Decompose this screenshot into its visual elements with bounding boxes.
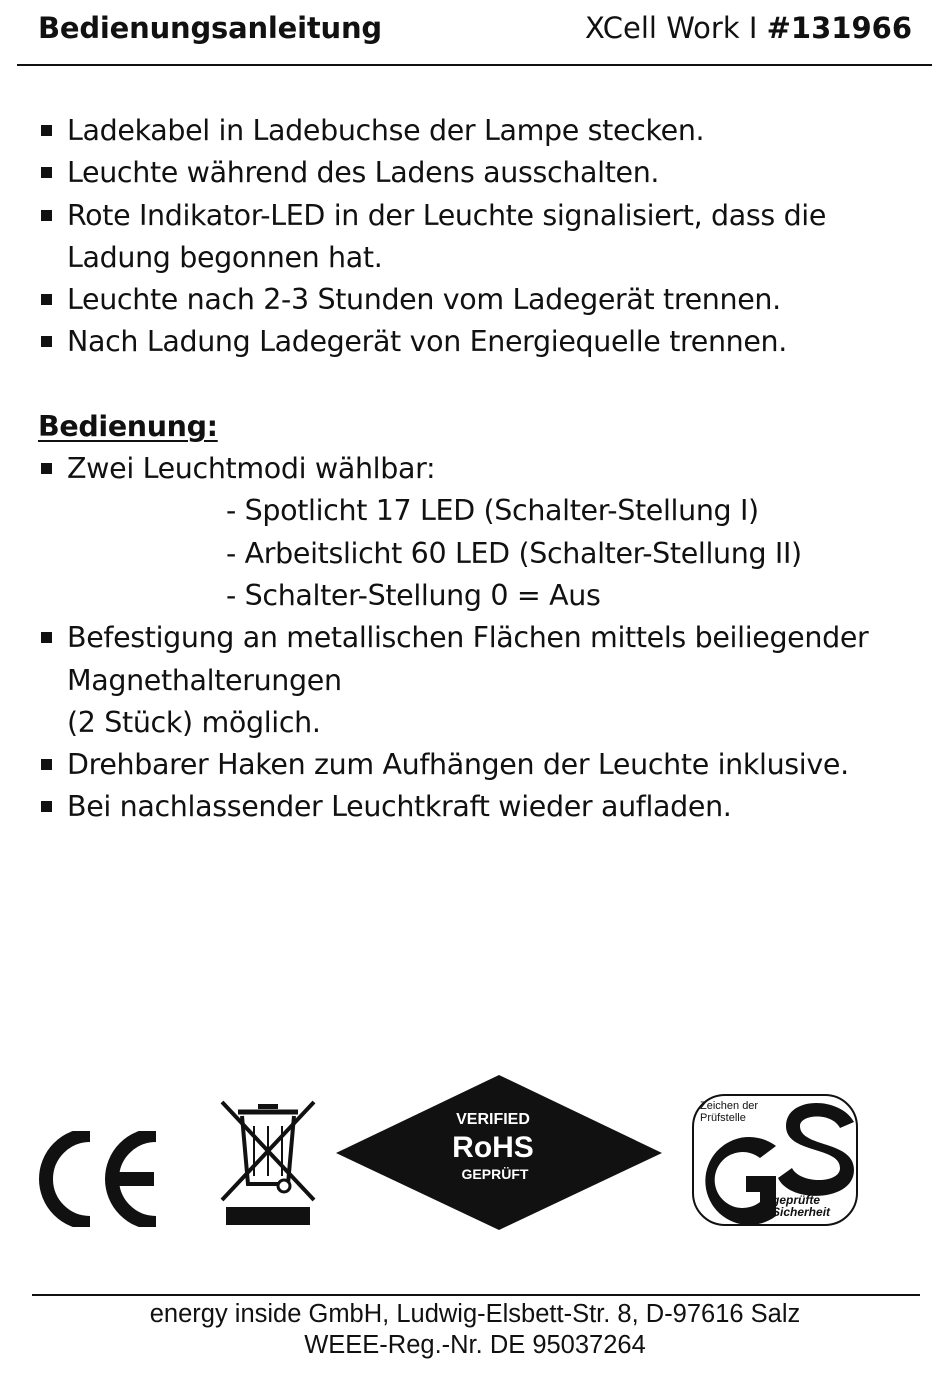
list-item bbox=[38, 744, 918, 786]
list-item-text: Zwei Leuchtmodi wählbar: bbox=[67, 452, 436, 486]
product-number: #131966 bbox=[766, 11, 912, 45]
list-item bbox=[38, 321, 918, 363]
gs-seal-line1: geprüfte bbox=[772, 1193, 820, 1207]
header-divider bbox=[17, 64, 932, 66]
mode-item: - Spotlicht 17 LED (Schalter-Stellung I) bbox=[226, 494, 759, 528]
section-title-operation: Bedienung: bbox=[38, 409, 218, 443]
bullet-icon bbox=[41, 125, 52, 136]
bullet-icon bbox=[41, 336, 52, 347]
product-name: XCell Work I bbox=[585, 11, 767, 45]
bullet-icon bbox=[41, 759, 52, 770]
operation-list bbox=[38, 448, 918, 490]
list-item-text: Befestigung an metallischen Flächen mittels beiliegender Magnethalterungen bbox=[67, 621, 869, 697]
charging-steps-list bbox=[38, 110, 918, 364]
rohs-badge-icon bbox=[336, 1075, 662, 1230]
rohs-main-text: RoHS bbox=[452, 1131, 534, 1164]
operation-list-continued bbox=[38, 617, 918, 828]
list-item bbox=[38, 786, 918, 828]
list-item-text: Ladekabel in Ladebuchse der Lampe stecken. bbox=[67, 114, 705, 147]
ce-mark-icon bbox=[36, 1131, 162, 1227]
list-item-text: Drehbarer Haken zum Aufhängen der Leuchte inklusive. bbox=[67, 748, 849, 782]
list-item bbox=[38, 195, 918, 280]
list-item-text: Nach Ladung Ladegerät von Energiequelle trennen. bbox=[67, 325, 787, 359]
page-header bbox=[38, 6, 912, 50]
bullet-icon bbox=[41, 294, 52, 305]
list-item bbox=[38, 448, 918, 490]
instructions-body bbox=[38, 110, 918, 829]
gs-seal-line2: Sicherheit bbox=[772, 1205, 831, 1219]
list-item bbox=[38, 279, 918, 321]
list-item-text: Bei nachlassender Leuchtkraft wieder aufladen. bbox=[67, 790, 732, 824]
bullet-icon bbox=[41, 167, 52, 178]
mode-item: - Schalter-Stellung 0 = Aus bbox=[226, 578, 601, 612]
rohs-top-text: VERIFIED bbox=[456, 1111, 530, 1128]
mode-item: - Arbeitslicht 60 LED (Schalter-Stellung II) bbox=[226, 536, 802, 570]
document-title: Bedienungsanleitung bbox=[38, 11, 382, 45]
crossed-out-bin-icon bbox=[220, 1100, 316, 1228]
gs-caption-line1: Zeichen der bbox=[700, 1100, 759, 1112]
list-item bbox=[38, 152, 918, 194]
bullet-icon bbox=[41, 463, 52, 474]
list-item bbox=[38, 110, 918, 152]
page-footer bbox=[0, 1299, 950, 1361]
gs-seal-icon bbox=[690, 1092, 860, 1228]
bullet-icon bbox=[41, 210, 52, 221]
list-item-text: Leuchte während des Ladens ausschalten. bbox=[67, 156, 660, 190]
bullet-icon bbox=[41, 801, 52, 812]
spacer bbox=[38, 364, 918, 406]
company-address: energy inside GmbH, Ludwig-Elsbett-Str. 8, D-97616 Salz bbox=[149, 1300, 801, 1328]
bullet-icon bbox=[41, 632, 52, 643]
product-label bbox=[585, 6, 912, 50]
rohs-bottom-text: GEPRÜFT bbox=[461, 1166, 529, 1182]
list-item-text: (2 Stück) möglich. bbox=[67, 705, 321, 739]
weee-registration: WEEE-Reg.-Nr. DE 95037264 bbox=[304, 1331, 646, 1359]
list-item bbox=[38, 617, 918, 744]
list-item-text: Leuchte nach 2-3 Stunden vom Ladegerät trennen. bbox=[67, 283, 781, 317]
list-item-text: Rote Indikator-LED in der Leuchte signalisiert, dass die Ladung begonnen hat. bbox=[67, 198, 827, 274]
footer-divider bbox=[32, 1294, 920, 1296]
gs-caption-line2: Prüfstelle bbox=[700, 1112, 746, 1124]
certification-logos bbox=[0, 1065, 950, 1245]
